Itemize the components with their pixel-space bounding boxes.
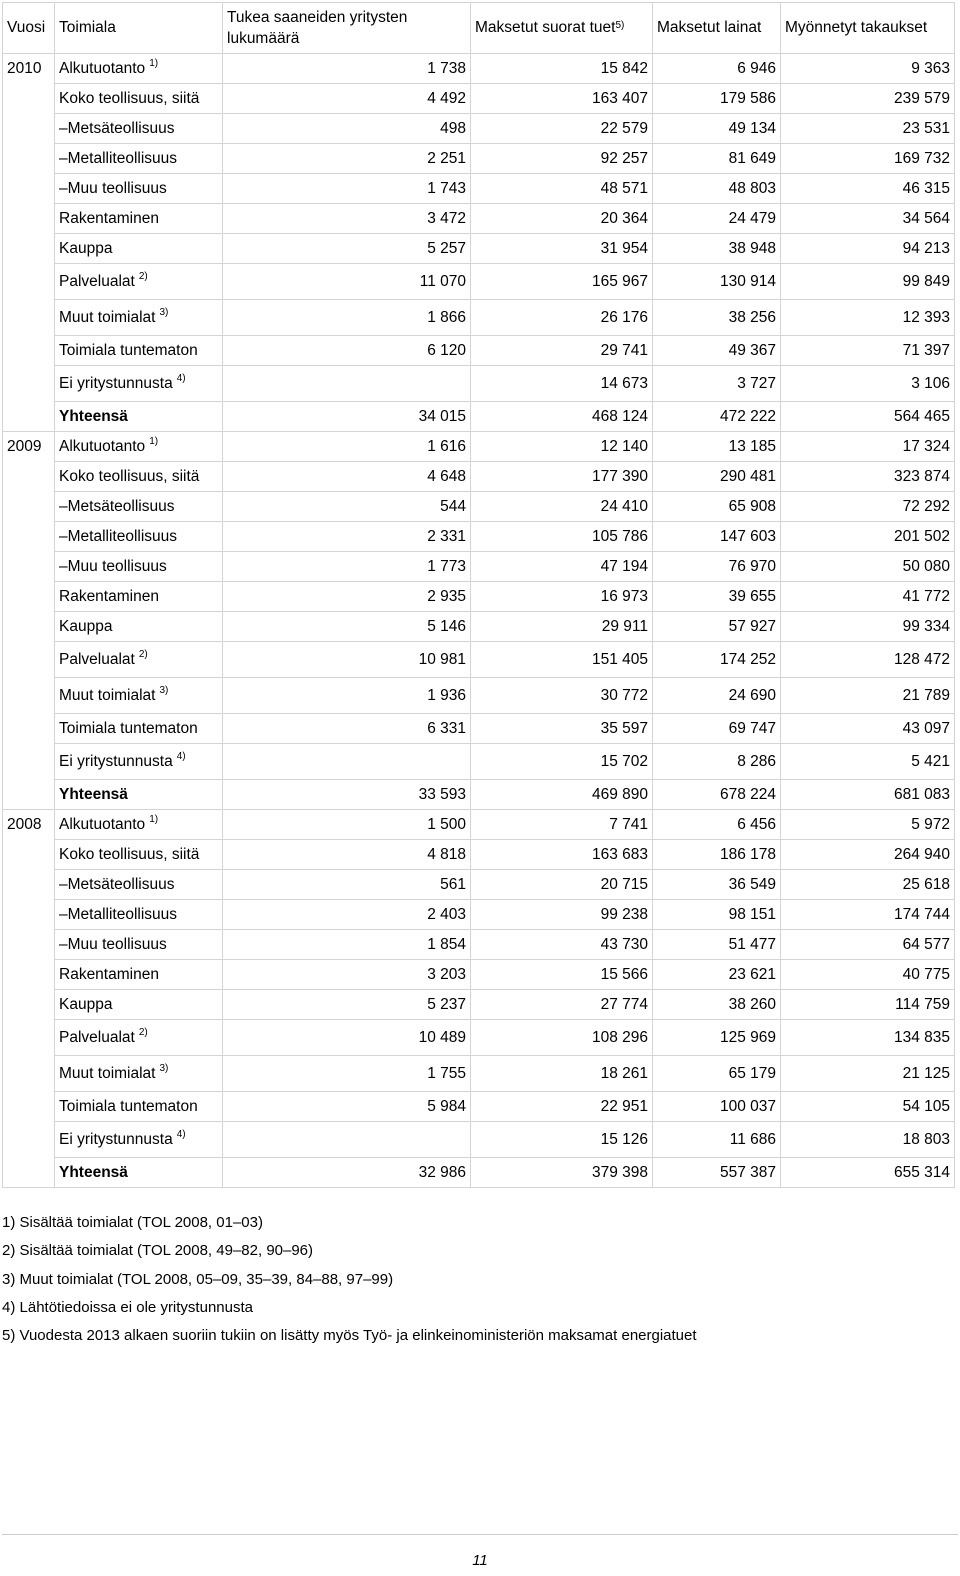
grants-cell: 165 967 [471,264,653,300]
industry-cell [55,1056,223,1092]
industry-cell [55,114,223,144]
industry-label: Muut toimialat [59,686,156,704]
guarantees-cell: 25 618 [781,870,955,900]
grants-cell: 15 126 [471,1122,653,1158]
industry-label: Yhteensä [59,785,128,803]
loans-cell: 125 969 [653,1020,781,1056]
guarantees-cell: 50 080 [781,552,955,582]
industry-label: Koko teollisuus, siitä [59,467,200,485]
industry-cell [55,492,223,522]
table-row [3,900,955,930]
table-row [3,366,955,402]
year-cell: 2008 [3,810,55,1188]
industry-label: –Metsäteollisuus [59,119,175,137]
grants-cell: 27 774 [471,990,653,1020]
industry-cell [55,1158,223,1188]
loans-cell: 8 286 [653,744,781,780]
industry-label: –Metsäteollisuus [59,497,175,515]
grants-cell: 14 673 [471,366,653,402]
table-row [3,144,955,174]
table-row [3,522,955,552]
industry-label: –Muu teollisuus [59,557,167,575]
footnote: 1) Sisältää toimialat (TOL 2008, 01–03) [2,1214,263,1231]
grants-cell: 105 786 [471,522,653,552]
grants-cell: 99 238 [471,900,653,930]
industry-label: –Muu teollisuus [59,935,167,953]
table-row [3,462,955,492]
footnote-ref: 2) [138,648,148,660]
guarantees-cell: 5 972 [781,810,955,840]
guarantees-cell: 169 732 [781,144,955,174]
table-row [3,642,955,678]
firms-cell: 2 331 [223,522,471,552]
industry-cell [55,990,223,1020]
industry-label: Yhteensä [59,1163,128,1181]
year-cell: 2010 [3,54,55,432]
industry-label: Muut toimialat [59,308,156,326]
loans-cell: 100 037 [653,1092,781,1122]
industry-cell [55,1122,223,1158]
grants-cell: 379 398 [471,1158,653,1188]
table-row [3,930,955,960]
industry-cell [55,552,223,582]
industry-cell [55,54,223,84]
table-row [3,54,955,84]
loans-cell: 24 690 [653,678,781,714]
industry-label: Kauppa [59,617,113,635]
loans-cell: 36 549 [653,870,781,900]
guarantees-cell: 71 397 [781,336,955,366]
guarantees-cell: 9 363 [781,54,955,84]
industry-label: Muut toimialat [59,1064,156,1082]
loans-cell: 49 134 [653,114,781,144]
grants-cell: 26 176 [471,300,653,336]
industry-label: Koko teollisuus, siitä [59,89,200,107]
industry-label: –Metalliteollisuus [59,527,178,545]
loans-cell: 76 970 [653,552,781,582]
table-row [3,960,955,990]
grants-cell: 43 730 [471,930,653,960]
firms-cell: 2 935 [223,582,471,612]
table-row [3,432,955,462]
grants-cell: 48 571 [471,174,653,204]
firms-cell: 11 070 [223,264,471,300]
guarantees-cell: 64 577 [781,930,955,960]
footnote-ref: 2) [138,1026,148,1038]
industry-cell [55,810,223,840]
loans-cell: 290 481 [653,462,781,492]
guarantees-cell: 239 579 [781,84,955,114]
guarantees-cell: 43 097 [781,714,955,744]
loans-cell: 186 178 [653,840,781,870]
guarantees-cell: 128 472 [781,642,955,678]
industry-cell [55,402,223,432]
industry-label: Palvelualat [59,650,135,668]
table-row [3,1092,955,1122]
industry-cell [55,744,223,780]
loans-cell: 65 908 [653,492,781,522]
industry-cell [55,1020,223,1056]
grants-cell: 468 124 [471,402,653,432]
industry-cell [55,204,223,234]
industry-label: –Metalliteollisuus [59,149,178,167]
firms-cell: 6 120 [223,336,471,366]
table-row [3,810,955,840]
firms-cell: 34 015 [223,402,471,432]
guarantees-cell: 655 314 [781,1158,955,1188]
guarantees-cell: 34 564 [781,204,955,234]
industry-label: –Metalliteollisuus [59,905,178,923]
guarantees-cell: 17 324 [781,432,955,462]
guarantees-cell: 12 393 [781,300,955,336]
year-cell: 2009 [3,432,55,810]
loans-cell: 174 252 [653,642,781,678]
guarantees-cell: 23 531 [781,114,955,144]
firms-cell: 4 648 [223,462,471,492]
firms-cell: 561 [223,870,471,900]
footnote: 2) Sisältää toimialat (TOL 2008, 49–82, 90–96) [2,1242,314,1260]
guarantees-cell: 46 315 [781,174,955,204]
industry-label: Yhteensä [59,407,128,425]
industry-label: Kauppa [59,995,113,1013]
header-grants-label: Maksetut suorat tuet [475,19,616,36]
industry-label: –Muu teollisuus [59,179,167,197]
industry-label: Ei yritystunnusta [59,1130,173,1148]
loans-cell: 6 946 [653,54,781,84]
firms-cell: 2 251 [223,144,471,174]
loans-cell: 678 224 [653,780,781,810]
industry-label: Palvelualat [59,272,135,290]
firms-cell: 5 146 [223,612,471,642]
industry-cell [55,264,223,300]
industry-cell [55,432,223,462]
header-firms: Tukea saaneiden yritysten lukumäärä [223,3,471,54]
industry-cell [55,522,223,552]
loans-cell: 179 586 [653,84,781,114]
grants-cell: 92 257 [471,144,653,174]
firms-cell: 6 331 [223,714,471,744]
loans-cell: 49 367 [653,336,781,366]
grants-cell: 151 405 [471,642,653,678]
footnote: 4) Lähtötiedoissa ei ole yritystunnusta [2,1298,253,1316]
guarantees-cell: 99 334 [781,612,955,642]
grants-cell: 16 973 [471,582,653,612]
footnote-ref: 3) [159,684,169,696]
table-row [3,990,955,1020]
support-table [2,2,955,1188]
grants-cell: 163 683 [471,840,653,870]
table-row [3,780,955,810]
industry-label: Toimiala tuntematon [59,341,198,359]
firms-cell: 10 981 [223,642,471,678]
grants-cell: 29 911 [471,612,653,642]
table-row [3,552,955,582]
loans-cell: 24 479 [653,204,781,234]
grants-cell: 31 954 [471,234,653,264]
firms-cell: 5 237 [223,990,471,1020]
grants-cell: 12 140 [471,432,653,462]
loans-cell: 147 603 [653,522,781,552]
firms-cell: 3 472 [223,204,471,234]
grants-cell: 30 772 [471,678,653,714]
table-row [3,114,955,144]
industry-label: Rakentaminen [59,587,159,605]
grants-cell: 22 579 [471,114,653,144]
industry-label: Alkutuotanto [59,815,146,833]
guarantees-cell: 18 803 [781,1122,955,1158]
industry-label: Toimiala tuntematon [59,719,198,737]
firms-cell: 32 986 [223,1158,471,1188]
table-row [3,612,955,642]
grants-cell: 47 194 [471,552,653,582]
firms-cell: 1 773 [223,552,471,582]
industry-cell [55,642,223,678]
loans-cell: 65 179 [653,1056,781,1092]
guarantees-cell: 72 292 [781,492,955,522]
guarantees-cell: 21 789 [781,678,955,714]
table-row [3,492,955,522]
industry-label: Alkutuotanto [59,59,146,77]
grants-cell: 20 715 [471,870,653,900]
firms-cell [223,744,471,780]
industry-cell [55,144,223,174]
footnote-ref: 4) [176,1128,186,1140]
table-row [3,234,955,264]
loans-cell: 39 655 [653,582,781,612]
guarantees-cell: 94 213 [781,234,955,264]
firms-cell: 4 818 [223,840,471,870]
industry-label: Ei yritystunnusta [59,374,173,392]
guarantees-cell: 40 775 [781,960,955,990]
guarantees-cell: 99 849 [781,264,955,300]
table-row [3,300,955,336]
footnote-ref: 4) [176,750,186,762]
industry-label: Ei yritystunnusta [59,752,173,770]
loans-cell: 51 477 [653,930,781,960]
loans-cell: 557 387 [653,1158,781,1188]
loans-cell: 472 222 [653,402,781,432]
table-row [3,1158,955,1188]
header-grants-note: 5) [615,20,625,31]
firms-cell: 1 743 [223,174,471,204]
loans-cell: 98 151 [653,900,781,930]
industry-cell [55,840,223,870]
table-row [3,264,955,300]
footnotes [2,1214,697,1355]
table-row [3,84,955,114]
grants-cell: 35 597 [471,714,653,744]
guarantees-cell: 54 105 [781,1092,955,1122]
firms-cell: 33 593 [223,780,471,810]
industry-cell [55,870,223,900]
footer-divider [2,1534,958,1535]
table-body [3,54,955,1188]
footnote-ref: 1) [149,435,159,447]
firms-cell: 10 489 [223,1020,471,1056]
grants-cell: 108 296 [471,1020,653,1056]
grants-cell: 15 566 [471,960,653,990]
guarantees-cell: 564 465 [781,402,955,432]
table-row [3,870,955,900]
industry-cell [55,1092,223,1122]
table-row [3,678,955,714]
loans-cell: 38 256 [653,300,781,336]
footnote: 3) Muut toimialat (TOL 2008, 05–09, 35–39, 84–88, 97–99) [2,1270,394,1288]
firms-cell: 1 755 [223,1056,471,1092]
header-industry: Toimiala [55,3,223,54]
industry-label: Palvelualat [59,1028,135,1046]
firms-cell: 1 500 [223,810,471,840]
header-year: Vuosi [3,3,55,54]
footnote-ref: 4) [176,372,186,384]
industry-cell [55,612,223,642]
firms-cell: 1 866 [223,300,471,336]
grants-cell: 18 261 [471,1056,653,1092]
firms-cell: 1 936 [223,678,471,714]
industry-cell [55,462,223,492]
loans-cell: 38 948 [653,234,781,264]
industry-cell [55,780,223,810]
firms-cell: 1 616 [223,432,471,462]
grants-cell: 469 890 [471,780,653,810]
industry-label: Rakentaminen [59,209,159,227]
grants-cell: 7 741 [471,810,653,840]
loans-cell: 3 727 [653,366,781,402]
table-row [3,714,955,744]
industry-label: Kauppa [59,239,113,257]
loans-cell: 130 914 [653,264,781,300]
industry-cell [55,900,223,930]
header-guarantees: Myönnetyt takaukset [781,3,955,54]
loans-cell: 23 621 [653,960,781,990]
grants-cell: 177 390 [471,462,653,492]
firms-cell: 1 854 [223,930,471,960]
industry-cell [55,234,223,264]
firms-cell: 1 738 [223,54,471,84]
firms-cell: 5 257 [223,234,471,264]
footnote: 5) Vuodesta 2013 alkaen suoriin tukiin on lisätty myös Työ- ja elinkeinoministeriön maksamat energiatuet [2,1327,697,1345]
loans-cell: 69 747 [653,714,781,744]
table-row [3,402,955,432]
guarantees-cell: 201 502 [781,522,955,552]
table-row [3,840,955,870]
firms-cell: 498 [223,114,471,144]
table-row [3,336,955,366]
grants-cell: 29 741 [471,336,653,366]
footnote-ref: 1) [149,813,159,825]
loans-cell: 38 260 [653,990,781,1020]
firms-cell: 4 492 [223,84,471,114]
industry-label: Koko teollisuus, siitä [59,845,200,863]
grants-cell: 20 364 [471,204,653,234]
guarantees-cell: 114 759 [781,990,955,1020]
guarantees-cell: 21 125 [781,1056,955,1092]
loans-cell: 6 456 [653,810,781,840]
industry-label: Alkutuotanto [59,437,146,455]
guarantees-cell: 264 940 [781,840,955,870]
industry-label: Rakentaminen [59,965,159,983]
table-row [3,582,955,612]
grants-cell: 163 407 [471,84,653,114]
industry-cell [55,678,223,714]
firms-cell: 544 [223,492,471,522]
industry-cell [55,84,223,114]
page-number: 11 [472,1552,488,1569]
guarantees-cell: 41 772 [781,582,955,612]
industry-label: –Metsäteollisuus [59,875,175,893]
industry-label: Toimiala tuntematon [59,1097,198,1115]
grants-cell: 15 702 [471,744,653,780]
table-row [3,204,955,234]
guarantees-cell: 3 106 [781,366,955,402]
table-row [3,744,955,780]
firms-cell: 5 984 [223,1092,471,1122]
grants-cell: 24 410 [471,492,653,522]
table-row [3,1056,955,1092]
footnote-ref: 3) [159,1062,169,1074]
loans-cell: 13 185 [653,432,781,462]
table-row [3,1020,955,1056]
loans-cell: 81 649 [653,144,781,174]
header-row [3,3,955,54]
loans-cell: 57 927 [653,612,781,642]
grants-cell: 22 951 [471,1092,653,1122]
footnote-ref: 3) [159,306,169,318]
guarantees-cell: 323 874 [781,462,955,492]
grants-cell: 15 842 [471,54,653,84]
guarantees-cell: 174 744 [781,900,955,930]
table-row [3,1122,955,1158]
footnote-ref: 2) [138,270,148,282]
industry-cell [55,960,223,990]
industry-cell [55,300,223,336]
industry-cell [55,174,223,204]
industry-cell [55,930,223,960]
industry-cell [55,366,223,402]
firms-cell: 2 403 [223,900,471,930]
table-row [3,174,955,204]
loans-cell: 11 686 [653,1122,781,1158]
firms-cell [223,366,471,402]
industry-cell [55,336,223,366]
loans-cell: 48 803 [653,174,781,204]
footnote-ref: 1) [149,57,159,69]
guarantees-cell: 681 083 [781,780,955,810]
guarantees-cell: 134 835 [781,1020,955,1056]
industry-cell [55,582,223,612]
firms-cell: 3 203 [223,960,471,990]
industry-cell [55,714,223,744]
firms-cell [223,1122,471,1158]
header-grants [471,3,653,54]
guarantees-cell: 5 421 [781,744,955,780]
header-loans: Maksetut lainat [653,3,781,54]
